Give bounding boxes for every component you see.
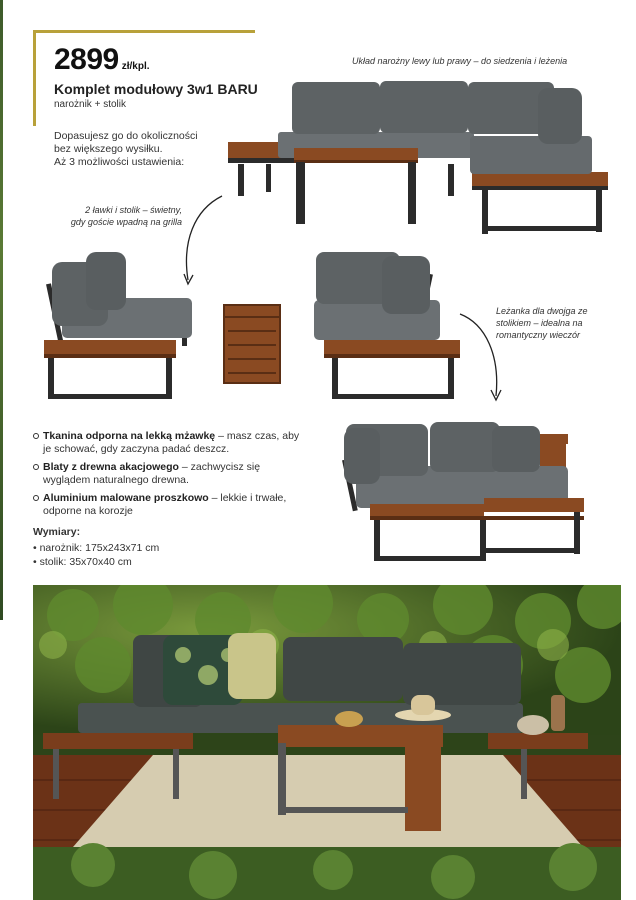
garden-lifestyle-photo [33,585,621,900]
note-corner-layout: Układ narożny lewy lub prawy – do siedzenia i leżenia [352,56,568,66]
product-subtitle: narożnik + stolik [54,99,126,110]
feature-list [33,430,303,523]
dimensions-title: Wymiary: [33,526,81,538]
bullet-circle-icon [33,464,39,470]
feature-text: – masz czas, aby je schować, gdy zaczyna padać deszcz. [43,430,300,455]
note-line: stolikiem – idealna na [496,318,583,328]
price [54,43,150,77]
feature-title: Tkanina odporna na lekką mżawkę [43,430,216,442]
feature-item [33,430,303,456]
feature-item [33,492,303,518]
bullet-circle-icon [33,495,39,501]
note-benches-layout [56,204,182,228]
note-lounger-layout [496,305,606,341]
bench-right-illustration [310,250,464,402]
left-edge-strip [0,0,3,620]
description-line: bez większego wysiłku. [54,143,163,155]
dimension-item: • narożnik: 175x243x71 cm [33,542,160,554]
bullet-circle-icon [33,433,39,439]
price-value: 2899 [54,43,119,76]
dimensions-block [33,525,159,569]
product-title: Komplet modułowy 3w1 BARU [54,81,258,97]
wooden-side-table-illustration [222,303,282,385]
note-line: 2 ławki i stolik – świetny, [85,205,182,215]
feature-item [33,461,303,487]
price-unit: zł/kpl. [121,61,150,72]
corner-sofa-illustration [226,76,610,236]
note-line: gdy goście wpadną na grilla [70,217,182,227]
bench-left-illustration [42,250,198,402]
feature-text: – lekkie i trwałe, odporne na korozje [43,492,287,517]
feature-title: Aluminium malowane proszkowo [43,492,209,504]
dimension-item: • stolik: 35x70x40 cm [33,556,132,568]
note-line: romantyczny wieczór [496,330,581,340]
description-line: Aż 3 możliwości ustawienia: [54,156,185,168]
description-line: Dopasujesz go do okoliczności [54,130,198,142]
product-description [54,130,224,169]
note-line: Leżanka dla dwojga ze [496,306,588,316]
feature-title: Blaty z drewna akacjowego [43,461,179,473]
feature-text: – zachwycisz się wyglądem naturalnego drewna. [43,461,261,486]
lounger-illustration [334,420,590,566]
